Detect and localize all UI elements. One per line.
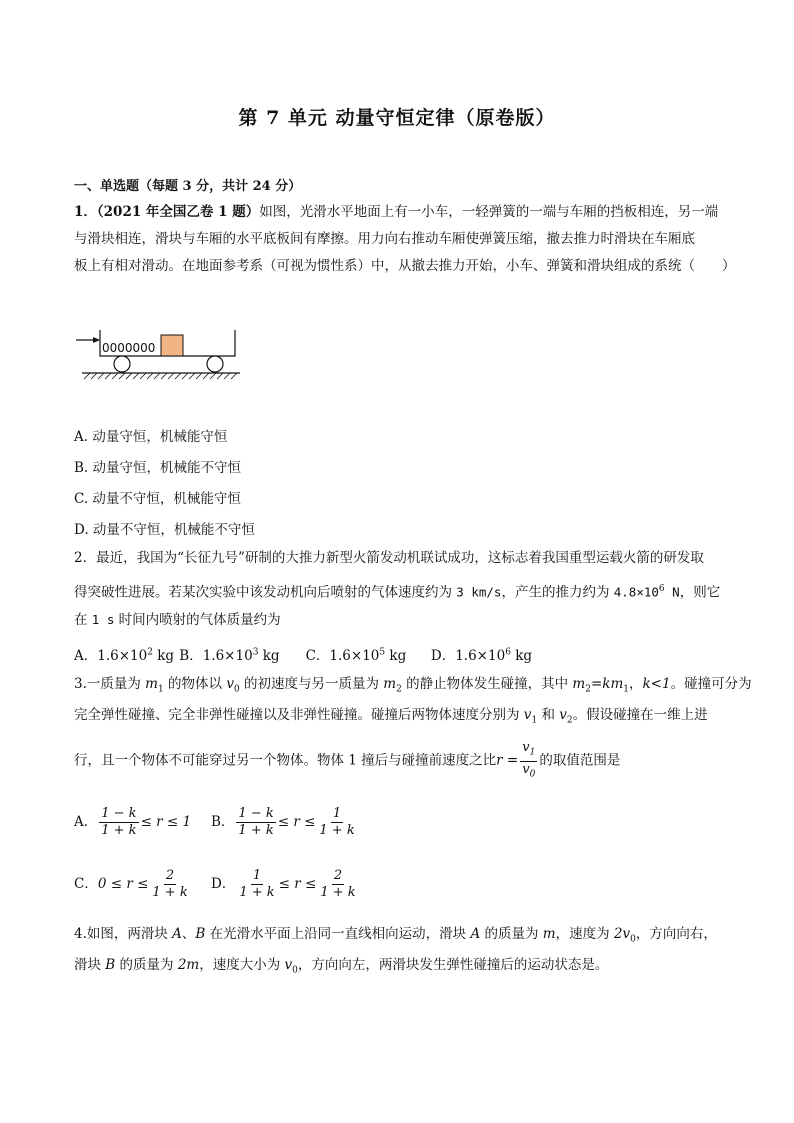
cart-figure: [74, 320, 244, 382]
spring: 0000000: [102, 341, 156, 355]
q3-line1: 3.一质量为 $m_1$ 的物体以 $v_0$ 的初速度与另一质量为 $m_2$ 的静止物体发生碰撞，其中 $m_2=km_1$，k<1。碰撞可分为: [74, 676, 752, 695]
q1-option-b: B. 动量守恒，机械能不守恒: [74, 460, 242, 476]
q2-option-b: B．$1.6\times 10^3$ kg: [179, 647, 280, 664]
q2-line2: 得突破性进展。若某次实验中该发动机向后喷射的气体速度约为 3 km/s，产生的推力约为 $4.8\times 10^6$ N，则它: [74, 584, 721, 601]
q2-line3: 在 1 s 时间内喷射的气体质量约为: [74, 612, 281, 628]
section-heading: 一、单选题（每题 3 分，共计 24 分）: [74, 179, 302, 194]
q1-line3: 板上有相对滑动。在地面参考系（可视为惯性系）中，从撤去推力开始，小车、弹簧和滑块组成的系统（ ）: [74, 258, 736, 274]
q2-line1: 2．最近，我国为“长征九号”研制的大推力新型火箭发动机联试成功，这标志着我国重型运载火箭的研发取: [74, 550, 704, 566]
ratio-fraction: $\frac{v_1}{v_0}$: [522, 740, 536, 780]
q3-line3: 行，且一个物体不可能穿过另一个物体。物体 1 撞后与碰撞前速度之比r = $\frac{v_1}{v_0}$ 的取值范围是: [74, 740, 620, 782]
q1-option-d: D. 动量不守恒，机械能不守恒: [74, 522, 255, 538]
q3-option-c: C．0 ≤ r ≤ $\frac{2}{1 + k}$: [74, 868, 188, 900]
ground-hatching: [84, 373, 237, 379]
q3-option-d: D． $\frac{1}{1 + k}$ ≤ r ≤ $\frac{2}{1 + k}$: [211, 868, 356, 900]
push-arrow-head: [93, 337, 100, 343]
slider-block: [161, 335, 183, 356]
q2-option-d: D．$1.6\times 10^6$ kg: [430, 647, 533, 664]
q3-option-a: A． $\frac{1 - k}{1 + k}$ ≤ r ≤ 1: [74, 806, 192, 838]
q1-line1: 1．（2021 年全国乙卷 1 题）如图，光滑水平地面上有一小车，一轻弹簧的一端与车厢的挡板相连，另一端: [74, 204, 719, 220]
q2-option-a: A．$1.6\times 10^2$ kg: [74, 647, 175, 664]
q4-line1: 4.如图，两滑块 A、B 在光滑水平面上沿同一直线相向运动，滑块 A 的质量为 m，速度为 $2v_0$，方向向右，: [74, 926, 717, 945]
q2-options: [74, 644, 532, 664]
q3-line2: 完全弹性碰撞、完全非弹性碰撞以及非弹性碰撞。碰撞后两物体速度分别为 $v_1$ 和 $v_2$。假设碰撞在一维上进: [74, 707, 708, 726]
left-wheel: [114, 356, 130, 372]
q3-option-b: B． $\frac{1 - k}{1 + k}$ ≤ r ≤ $\frac{1}{1 + k}$: [211, 806, 355, 838]
q1-option-a: A. 动量守恒，机械能守恒: [74, 429, 228, 445]
q4-line2: 滑块 B 的质量为 2m，速度大小为 $v_0$，方向向左，两滑块发生弹性碰撞后的运动状态是。: [74, 957, 609, 976]
q1-option-c: C. 动量不守恒，机械能守恒: [74, 491, 241, 507]
q1-line2: 与滑块相连，滑块与车厢的水平底板间有摩擦。用力向右推动车厢使弹簧压缩，撤去推力时滑块在车厢底: [74, 231, 695, 247]
right-wheel: [207, 356, 223, 372]
page-title: 第 7 单元 动量守恒定律（原卷版）: [238, 107, 556, 129]
q2-option-c: C．$1.6\times 10^5$ kg: [305, 647, 407, 664]
